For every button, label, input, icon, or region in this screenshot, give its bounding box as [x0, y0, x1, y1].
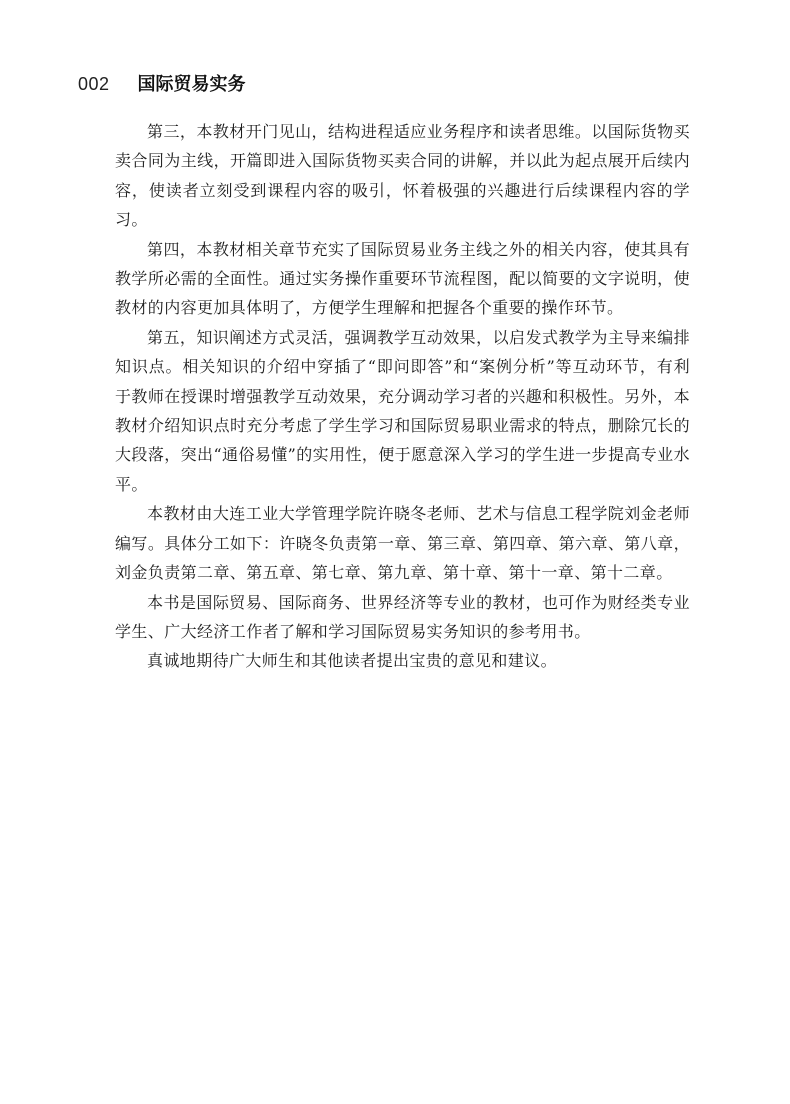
paragraph-third-feature: 第三，本教材开门见山，结构进程适应业务程序和读者思维。以国际货物买卖合同为主线，开篇即进入国际货物买卖合同的讲解，并以此为起点展开后续内容，使读者立刻受到课程内容的吸引，怀着极强的兴趣进行后续课程内容的学习。 [115, 122, 690, 230]
paragraph-fourth-feature: 第四，本教材相关章节充实了国际贸易业务主线之外的相关内容，使其具有教学所必需的全面性。通过实务操作重要环节流程图，配以简要的文字说明，使教材的内容更加具体明了，方便学生理解和把握各个重要的操作环节。 [115, 239, 690, 318]
paragraph-fifth-feature: 第五，知识阐述方式灵活，强调教学互动效果，以启发式教学为主导来编排知识点。相关知识的介绍中穿插了“即问即答”和“案例分析”等互动环节，有利于教师在授课时增强教学互动效果，充分调动学习者的兴趣和积极性。另外，本教材介绍知识点时充分考虑了学生学习和国际贸易职业需求的特点，删除冗长的大段落，突出“通俗易懂”的实用性，便于愿意深入学习的学生进一步提高专业水平。 [115, 327, 690, 494]
paragraph-audience: 本书是国际贸易、国际商务、世界经济等专业的教材，也可作为财经类专业学生、广大经济工作者了解和学习国际贸易实务知识的参考用书。 [115, 592, 690, 641]
page-number: 002 [78, 74, 110, 94]
body-text [115, 117, 690, 676]
book-title: 国际贸易实务 [137, 74, 246, 95]
paragraph-authors: 本教材由大连工业大学管理学院许晓冬老师、艺术与信息工程学院刘金老师编写。具体分工如下：许晓冬负责第一章、第三章、第四章、第六章、第八章，刘金负责第二章、第五章、第七章、第九章、第十章、第十一章、第十二章。 [115, 504, 690, 583]
running-header [78, 70, 718, 98]
paragraph-closing: 真诚地期待广大师生和其他读者提出宝贵的意见和建议。 [147, 651, 558, 671]
